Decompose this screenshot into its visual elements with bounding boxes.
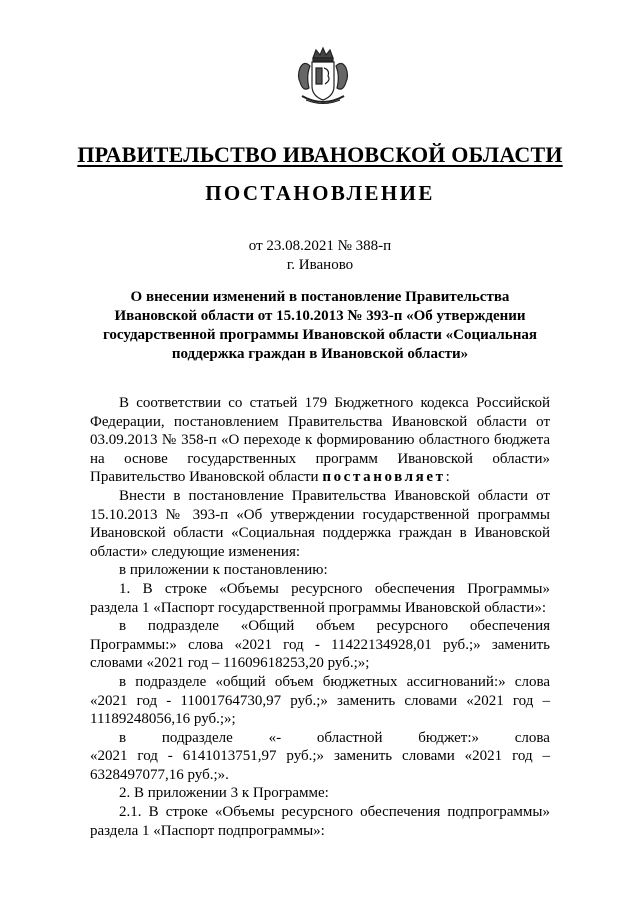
- document-type: ПОСТАНОВЛЕНИЕ: [205, 181, 435, 205]
- paragraph-budget-allocations: в подразделе «общий объем бюджетных ассигнований:» слова «2021 год - 11001764730,97 руб.;» заменить словами «2021 год – 11189248056,16 руб.;»;: [90, 673, 550, 728]
- paragraph-amend: Внести в постановление Правительства Ивановской области от 15.10.2013 № 393-п «Об утверждении государственной программы Ивановской области «Социальная поддержка граждан в Ивановской области» следующие изменения:: [90, 487, 550, 560]
- resolves-word: постановляет: [322, 469, 446, 486]
- paragraph-item-1: 1. В строке «Объемы ресурсного обеспечения Программы» раздела 1 «Паспорт государственной программы Ивановской области»:: [90, 580, 550, 616]
- paragraph-total-volume: в подразделе «Общий объем ресурсного обеспечения Программы:» слова «2021 год - 11422134928,01 руб.;» заменить словами «2021 год – 11609618253,20 руб.;»;: [90, 618, 550, 672]
- paragraph-preamble: В соответствии со статьей 179 Бюджетного кодекса Российской Федерации, постановлением Правительства Ивановской области от 03.09.2013 № 358-п «О переходе к формированию областного бюджета на основе государственных программ Ивановской области» Правительство Ивановской области постановляет:: [90, 395, 550, 486]
- document-meta: [0, 237, 640, 275]
- date-number: от 23.08.2021 № 388-п: [248, 238, 392, 254]
- paragraph-item-2: 2. В приложении 3 к Программе:: [119, 785, 329, 802]
- document-body: [90, 394, 550, 840]
- organization-title: ПРАВИТЕЛЬСТВО ИВАНОВСКОЙ ОБЛАСТИ: [77, 142, 563, 167]
- city: г. Иваново: [286, 257, 354, 273]
- coat-of-arms-icon: [294, 46, 352, 108]
- paragraph-item-2-1: 2.1. В строке «Объемы ресурсного обеспечения подпрограммы» раздела 1 «Паспорт подпрограммы»:: [90, 804, 550, 839]
- document-subject: О внесении изменений в постановление Правительства Ивановской области от 15.10.2013 № 393-п «Об утверждении государственной программы Ивановской области «Социальная поддержка граждан в Ивановской области»: [102, 289, 537, 362]
- paragraph-appendix: в приложении к постановлению:: [119, 562, 328, 579]
- paragraph-regional-budget: «2021 год - 6141013751,97 руб.;» заменить словами «2021 год – 6328497077,16 руб.;».: [90, 748, 550, 783]
- paragraph-regional-budget-line: в подразделе «- областной бюджет:» слова: [119, 729, 550, 746]
